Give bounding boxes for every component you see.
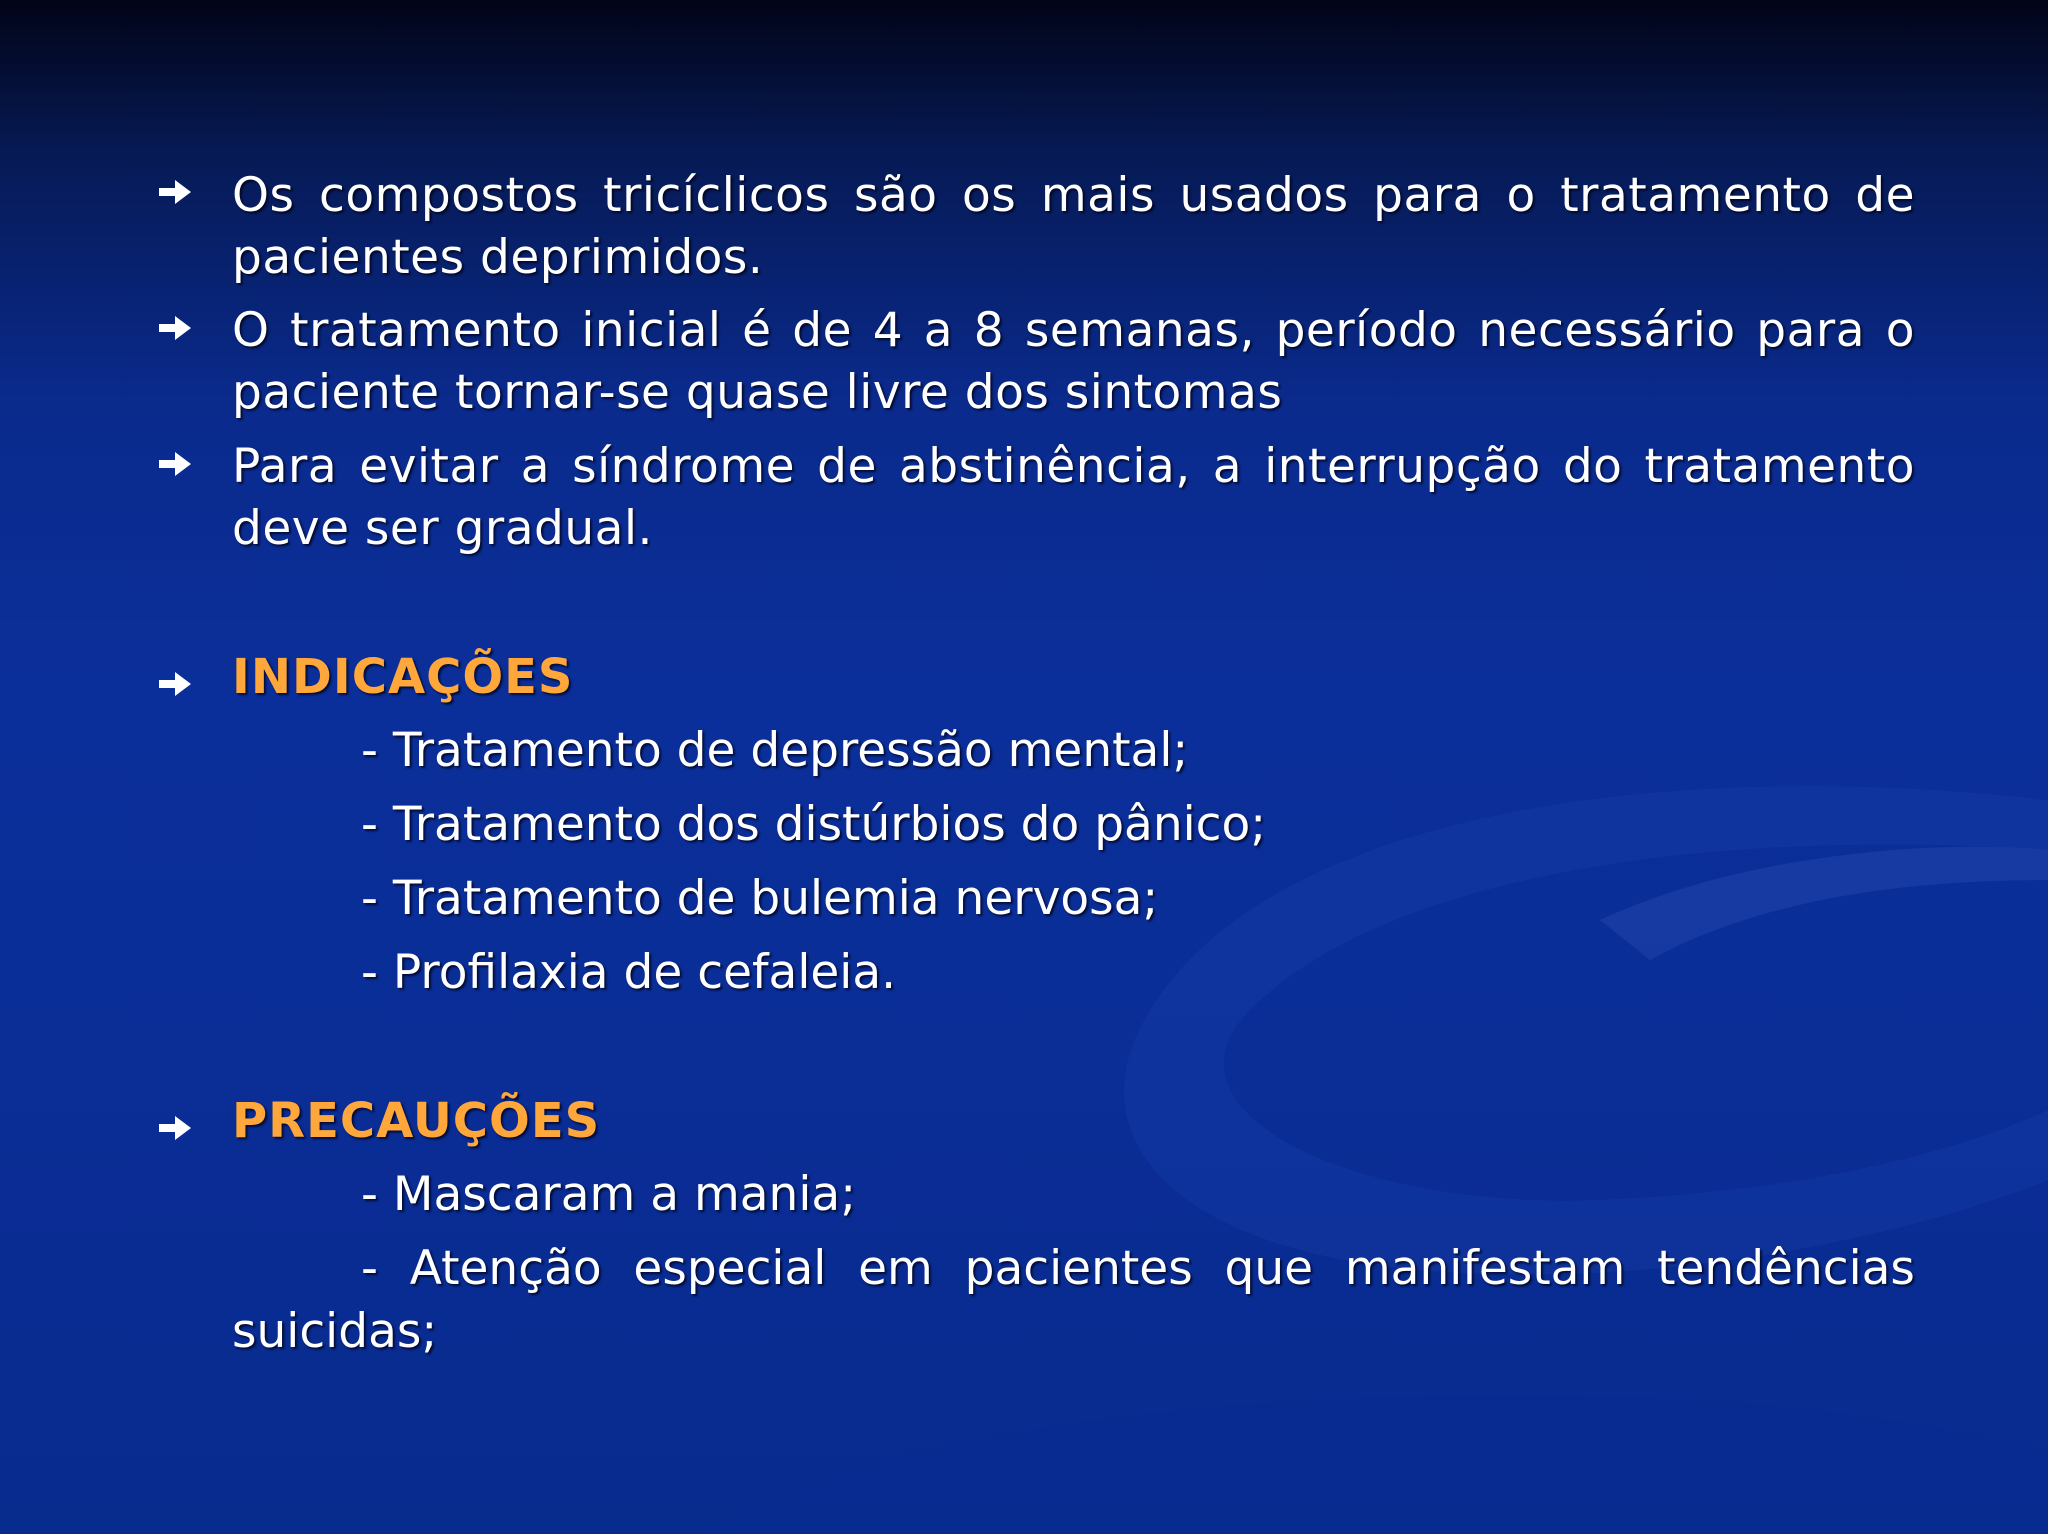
word: que	[1224, 1241, 1314, 1296]
precaucoes-heading: PRECAUÇÕES	[232, 1093, 601, 1149]
bullet-2-text: O tratamento inicial é de 4 a 8 semanas, período necessário para o paciente tornar-se quase livre dos sintomas	[232, 303, 1915, 420]
indicacoes-heading: INDICAÇÕES	[232, 649, 574, 705]
word: manifestam	[1344, 1241, 1626, 1296]
bullet-1-text: Os compostos tricíclicos são os mais usados para o tratamento de pacientes deprimidos.	[232, 168, 1915, 285]
arrow-right-icon	[155, 664, 195, 704]
precaucoes-item-2-text	[361, 1238, 1915, 1300]
indicacoes-item-4: - Profilaxia de cefaleia.	[361, 945, 897, 1000]
word: especial	[633, 1241, 827, 1296]
word: -	[361, 1241, 378, 1296]
word: em	[858, 1241, 933, 1296]
precaucoes-item-2-continuation: suicidas;	[232, 1304, 438, 1359]
arrow-right-icon	[155, 444, 195, 484]
precaucoes-item-2	[361, 1238, 1915, 1300]
arrow-right-icon	[155, 172, 195, 212]
indicacoes-item-1: - Tratamento de depressão mental;	[361, 723, 1189, 778]
arrow-right-icon	[155, 1108, 195, 1148]
word: tendências	[1657, 1241, 1915, 1296]
word: pacientes	[964, 1241, 1193, 1296]
precaucoes-item-1: - Mascaram a mania;	[361, 1167, 857, 1222]
arrow-right-icon	[155, 308, 195, 348]
bullet-3-text: Para evitar a síndrome de abstinência, a interrupção do tratamento deve ser gradual.	[232, 439, 1915, 556]
indicacoes-item-2: - Tratamento dos distúrbios do pânico;	[361, 797, 1267, 852]
word: Atenção	[409, 1241, 602, 1296]
indicacoes-item-3: - Tratamento de bulemia nervosa;	[361, 871, 1159, 926]
